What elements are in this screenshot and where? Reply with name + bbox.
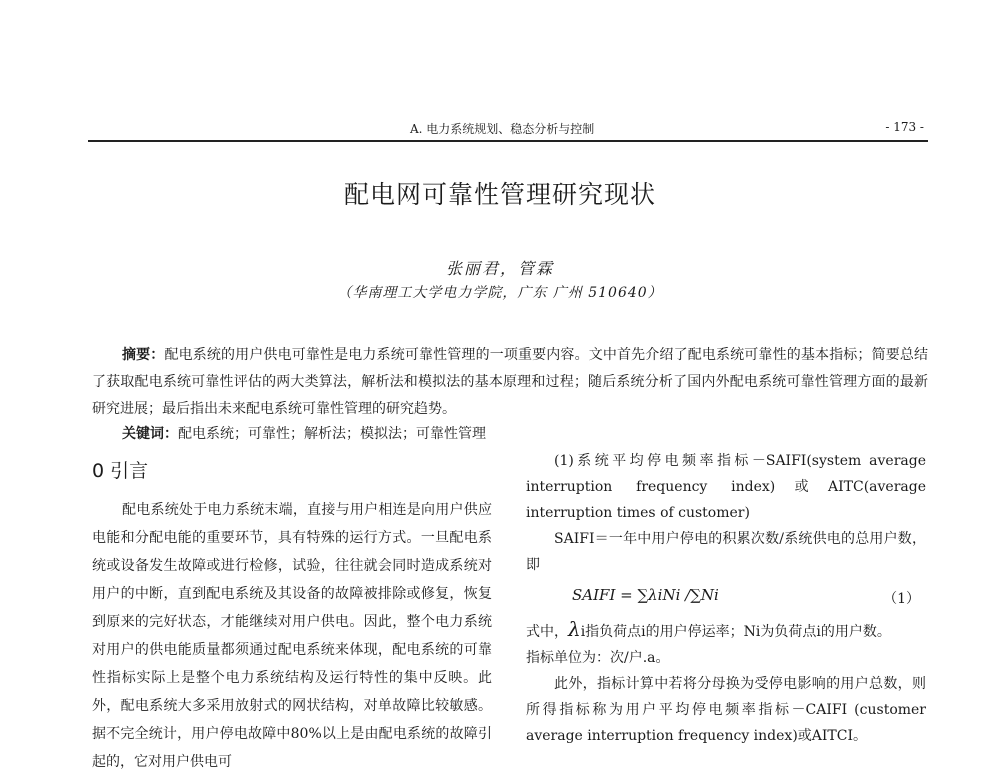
abstract-label: 摘要： [122,347,165,363]
intro-paragraph: 配电系统处于电力系统末端，直接与用户相连是向用户供应电能和分配电能的重要环节，具有特殊的运行方式。一旦配电系统或设备发生故障或进行检修，试验，往往就会同时造成系统对用户的中断，直到配电系统及其设备的故障被排除或修复，恢复到原来的完好状态，才能继续对用户供电。因此，整个电力系统对用户的供电能质量都须通过配电系统来体现，配电系统的可靠性指标实际上是整个电力系统结构及运行特性的集中反映。此外，配电系统大多采用放射式的网状结构，对单故障比较敏感。据不完全统计，用户停电故障中80%以上是由配电系统的故障引起的，它对用户供电可 [92,502,492,770]
keywords-text: 配电系统；可靠性；解析法；模拟法；可靠性管理 [178,426,486,442]
running-header [92,120,928,140]
section-heading-intro: 0 引言 [92,460,149,482]
lambda-symbol: λ [568,617,581,641]
right-column [526,448,926,749]
abstract [92,342,928,423]
saifi-formula-intro: SAIFI＝一年中用户停电的积累次数/系统供电的总用户数，即 [526,531,926,573]
page-number: - 173 - [885,120,924,134]
formula-where-clause: 式中，λi指负荷点i的用户停运率；Ni为负荷点i的用户数。 [526,617,891,641]
saifi-index-definition: (1)系统平均停电频率指标－SAIFI(system average interruption frequency index)或AITC(average interruption times of customer) [526,453,926,521]
paper-title: 配电网可靠性管理研究现状 [343,180,656,209]
index-unit: 指标单位为：次/户.a。 [526,650,670,666]
affiliation: （华南理工大学电力学院，广东 广州 510640） [337,285,663,301]
header-rule [88,140,928,142]
abstract-text: 配电系统的用户供电可靠性是电力系统可靠性管理的一项重要内容。文中首先介绍了配电系统可靠性的基本指标；简要总结了获取配电系统可靠性评估的两大类算法，解析法和模拟法的基本原理和过程；随后系统分析了国内外配电系统可靠性管理方面的最新研究进展；最后指出未来配电系统可靠性管理的研究趋势。 [92,347,929,417]
equation-1 [526,580,926,610]
equation-number: （1） [883,591,920,607]
saifi-formula: SAIFI = ∑λiNi /∑Ni [572,586,719,604]
keywords [122,421,486,448]
caifi-paragraph: 此外，指标计算中若将分母换为受停电影响的用户总数，则所得指标称为用户平均停电频率指标－CAIFI (customer average interruption frequency index)或AITCI。 [526,676,926,744]
authors: 张丽君，管霖 [445,259,554,278]
header-section-title: A. 电力系统规划、稳态分析与控制 [410,122,595,136]
keywords-label: 关键词： [122,426,178,442]
